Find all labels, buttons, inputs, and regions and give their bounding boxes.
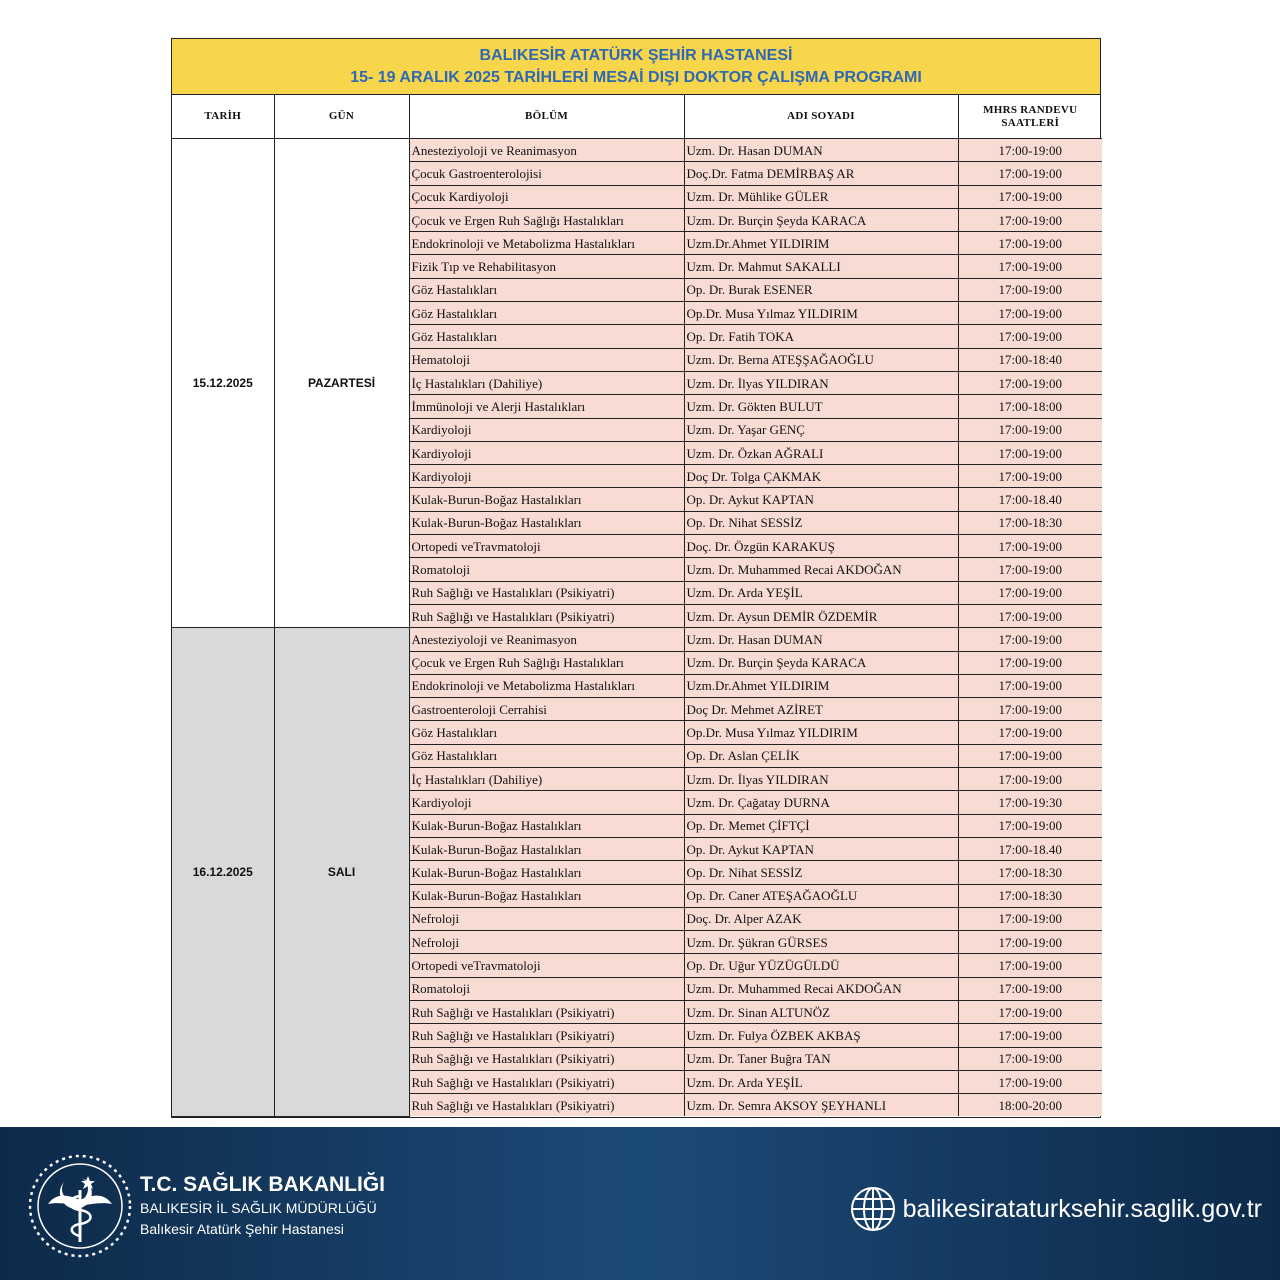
department-cell: Kulak-Burun-Boğaz Hastalıkları [409,884,684,907]
department-cell: Romatoloji [409,977,684,1000]
department-cell: Gastroenteroloji Cerrahisi [409,698,684,721]
date-cell: 16.12.2025 [172,628,274,1117]
schedule-body [172,139,1102,1117]
department-cell: Nefroloji [409,931,684,954]
doctor-name-cell: Op. Dr. Memet ÇİFTÇİ [684,814,958,837]
department-cell: Ruh Sağlığı ve Hastalıkları (Psikiyatri) [409,1000,684,1023]
ministry-title: T.C. SAĞLIK BAKANLIĞI [140,1173,385,1196]
doctor-name-cell: Uzm. Dr. Arda YEŞİL [684,581,958,604]
department-cell: Kulak-Burun-Boğaz Hastalıkları [409,861,684,884]
doctor-name-cell: Uzm. Dr. Çağatay DURNA [684,791,958,814]
appointment-time-cell: 17:00-19:00 [958,418,1102,441]
department-cell: Ruh Sağlığı ve Hastalıkları (Psikiyatri) [409,604,684,627]
doctor-name-cell: Uzm. Dr. Arda YEŞİL [684,1070,958,1093]
department-cell: Kulak-Burun-Boğaz Hastalıkları [409,837,684,860]
schedule-header [172,39,1100,95]
doctor-name-cell: Op. Dr. Caner ATEŞAĞAOĞLU [684,884,958,907]
doctor-name-cell: Uzm. Dr. Mahmut SAKALLI [684,255,958,278]
doctor-name-cell: Uzm. Dr. Hasan DUMAN [684,628,958,651]
department-cell: Çocuk Gastroenterolojisi [409,162,684,185]
doctor-name-cell: Op. Dr. Nihat SESSİZ [684,511,958,534]
ministry-emblem-icon [26,1152,134,1260]
appointment-time-cell: 17:00-18:00 [958,395,1102,418]
doctor-name-cell: Uzm. Dr. Aysun DEMİR ÖZDEMİR [684,604,958,627]
department-cell: Kardiyoloji [409,441,684,464]
doctor-name-cell: Uzm. Dr. Yaşar GENÇ [684,418,958,441]
department-cell: Ruh Sağlığı ve Hastalıkları (Psikiyatri) [409,1047,684,1070]
department-cell: Anesteziyoloji ve Reanimasyon [409,139,684,162]
appointment-time-cell: 17:00-18:30 [958,511,1102,534]
department-cell: Ortopedi veTravmatoloji [409,954,684,977]
doctor-name-cell: Uzm.Dr.Ahmet YILDIRIM [684,232,958,255]
appointment-time-cell: 17:00-18:30 [958,884,1102,907]
appointment-time-cell: 17:00-18:40 [958,348,1102,371]
department-cell: Kardiyoloji [409,791,684,814]
schedule-table [172,95,1102,1117]
appointment-time-cell: 17:00-19:00 [958,814,1102,837]
directorate-name: BALIKESİR İL SAĞLIK MÜDÜRLÜĞÜ [140,1200,377,1216]
doctor-name-cell: Uzm. Dr. İlyas YILDIRAN [684,371,958,394]
doctor-name-cell: Uzm.Dr.Ahmet YILDIRIM [684,674,958,697]
department-cell: Ortopedi veTravmatoloji [409,535,684,558]
appointment-time-cell: 17:00-19:00 [958,162,1102,185]
appointment-time-cell: 17:00-19:00 [958,302,1102,325]
appointment-time-cell: 17:00-19:00 [958,604,1102,627]
col-header-day: GÜN [274,95,409,139]
appointment-time-cell: 17:00-19:00 [958,977,1102,1000]
appointment-time-cell: 17:00-19:00 [958,1000,1102,1023]
appointment-time-cell: 17:00-19:00 [958,278,1102,301]
day-cell: SALI [274,628,409,1117]
doctor-name-cell: Doç Dr. Mehmet AZİRET [684,698,958,721]
appointment-time-cell: 17:00-19:00 [958,441,1102,464]
doctor-name-cell: Op. Dr. Burak ESENER [684,278,958,301]
doctor-name-cell: Uzm. Dr. Semra AKSOY ŞEYHANLI [684,1094,958,1117]
day-cell: PAZARTESİ [274,139,409,628]
col-header-dept: BÖLÜM [409,95,684,139]
hospital-name: Balıkesir Atatürk Şehir Hastanesi [140,1221,344,1237]
department-cell: Fizik Tıp ve Rehabilitasyon [409,255,684,278]
department-cell: Hematoloji [409,348,684,371]
col-header-name: ADI SOYADI [684,95,958,139]
website-url: balikesirataturksehir.saglik.gov.tr [902,1194,1262,1223]
footer [0,1127,1280,1280]
doctor-name-cell: Uzm. Dr. Mühlike GÜLER [684,185,958,208]
appointment-time-cell: 17:00-19:00 [958,768,1102,791]
appointment-time-cell: 17:00-19:00 [958,325,1102,348]
appointment-time-cell: 17:00-19:00 [958,651,1102,674]
appointment-time-cell: 17:00-18.40 [958,488,1102,511]
doctor-name-cell: Op.Dr. Musa Yılmaz YILDIRIM [684,721,958,744]
department-cell: Ruh Sağlığı ve Hastalıkları (Psikiyatri) [409,1070,684,1093]
appointment-time-cell: 17:00-19:00 [958,674,1102,697]
doctor-name-cell: Uzm. Dr. Burçin Şeyda KARACA [684,651,958,674]
appointment-time-cell: 17:00-19:00 [958,581,1102,604]
appointment-time-cell: 17:00-19:00 [958,1070,1102,1093]
department-cell: Göz Hastalıkları [409,302,684,325]
appointment-time-cell: 17:00-19:00 [958,628,1102,651]
appointment-time-cell: 17:00-18:30 [958,861,1102,884]
doctor-name-cell: Uzm. Dr. İlyas YILDIRAN [684,768,958,791]
doctor-name-cell: Op.Dr. Musa Yılmaz YILDIRIM [684,302,958,325]
department-cell: Göz Hastalıkları [409,278,684,301]
appointment-time-cell: 17:00-19:00 [958,535,1102,558]
doctor-name-cell: Op. Dr. Aykut KAPTAN [684,837,958,860]
appointment-time-cell: 17:00-19:00 [958,744,1102,767]
doctor-name-cell: Uzm. Dr. Sinan ALTUNÖZ [684,1000,958,1023]
department-cell: Kulak-Burun-Boğaz Hastalıkları [409,488,684,511]
doctor-name-cell: Uzm. Dr. Berna ATEŞŞAĞAOĞLU [684,348,958,371]
doctor-name-cell: Uzm. Dr. Muhammed Recai AKDOĞAN [684,558,958,581]
doctor-name-cell: Uzm. Dr. Özkan AĞRALI [684,441,958,464]
doctor-name-cell: Uzm. Dr. Taner Buğra TAN [684,1047,958,1070]
department-cell: Anesteziyoloji ve Reanimasyon [409,628,684,651]
department-cell: İç Hastalıkları (Dahiliye) [409,371,684,394]
department-cell: Endokrinoloji ve Metabolizma Hastalıkları [409,232,684,255]
appointment-time-cell: 18:00-20:00 [958,1094,1102,1117]
hospital-title: BALIKESİR ATATÜRK ŞEHİR HASTANESİ [479,46,793,64]
doctor-name-cell: Op. Dr. Fatih TOKA [684,325,958,348]
department-cell: Romatoloji [409,558,684,581]
appointment-time-cell: 17:00-19:00 [958,954,1102,977]
col-header-time: MHRS RANDEVU SAATLERİ [958,95,1102,139]
department-cell: Endokrinoloji ve Metabolizma Hastalıkları [409,674,684,697]
globe-icon [849,1185,897,1233]
doctor-name-cell: Doç Dr. Tolga ÇAKMAK [684,465,958,488]
table-row [172,139,1102,162]
appointment-time-cell: 17:00-19:00 [958,465,1102,488]
department-cell: Göz Hastalıkları [409,744,684,767]
department-cell: Kardiyoloji [409,465,684,488]
doctor-name-cell: Uzm. Dr. Muhammed Recai AKDOĞAN [684,977,958,1000]
appointment-time-cell: 17:00-19:00 [958,185,1102,208]
ministry-block [140,1172,385,1240]
program-title: 15- 19 ARALIK 2025 TARİHLERİ MESAİ DIŞI DOKTOR ÇALIŞMA PROGRAMI [350,68,922,86]
department-cell: Ruh Sağlığı ve Hastalıkları (Psikiyatri) [409,581,684,604]
appointment-time-cell: 17:00-19:00 [958,1024,1102,1047]
appointment-time-cell: 17:00-19:00 [958,139,1102,162]
doctor-name-cell: Uzm. Dr. Gökten BULUT [684,395,958,418]
appointment-time-cell: 17:00-19:00 [958,255,1102,278]
appointment-time-cell: 17:00-19:00 [958,931,1102,954]
doctor-name-cell: Uzm. Dr. Burçin Şeyda KARACA [684,208,958,231]
doctor-name-cell: Uzm. Dr. Hasan DUMAN [684,139,958,162]
department-cell: Kulak-Burun-Boğaz Hastalıkları [409,814,684,837]
department-cell: Kulak-Burun-Boğaz Hastalıkları [409,511,684,534]
doctor-name-cell: Uzm. Dr. Şükran GÜRSES [684,931,958,954]
appointment-time-cell: 17:00-19:00 [958,208,1102,231]
doctor-name-cell: Op. Dr. Uğur YÜZÜGÜLDÜ [684,954,958,977]
department-cell: İç Hastalıkları (Dahiliye) [409,768,684,791]
department-cell: Ruh Sağlığı ve Hastalıkları (Psikiyatri) [409,1094,684,1117]
department-cell: Göz Hastalıkları [409,721,684,744]
doctor-name-cell: Op. Dr. Aslan ÇELİK [684,744,958,767]
doctor-name-cell: Uzm. Dr. Fulya ÖZBEK AKBAŞ [684,1024,958,1047]
department-cell: Kardiyoloji [409,418,684,441]
table-header-row [172,95,1102,139]
table-row [172,628,1102,651]
department-cell: Nefroloji [409,907,684,930]
schedule-sheet [171,38,1101,1118]
appointment-time-cell: 17:00-19:00 [958,907,1102,930]
department-cell: Çocuk ve Ergen Ruh Sağlığı Hastalıkları [409,651,684,674]
website-link[interactable] [849,1185,1262,1233]
doctor-name-cell: Op. Dr. Nihat SESSİZ [684,861,958,884]
department-cell: Çocuk ve Ergen Ruh Sağlığı Hastalıkları [409,208,684,231]
doctor-name-cell: Doç. Dr. Özgün KARAKUŞ [684,535,958,558]
appointment-time-cell: 17:00-19:00 [958,698,1102,721]
department-cell: Çocuk Kardiyoloji [409,185,684,208]
appointment-time-cell: 17:00-19:00 [958,558,1102,581]
date-cell: 15.12.2025 [172,139,274,628]
appointment-time-cell: 17:00-18.40 [958,837,1102,860]
doctor-name-cell: Doç.Dr. Fatma DEMİRBAŞ AR [684,162,958,185]
department-cell: Ruh Sağlığı ve Hastalıkları (Psikiyatri) [409,1024,684,1047]
appointment-time-cell: 17:00-19:00 [958,232,1102,255]
appointment-time-cell: 17:00-19:00 [958,371,1102,394]
appointment-time-cell: 17:00-19:00 [958,721,1102,744]
department-cell: İmmünoloji ve Alerji Hastalıkları [409,395,684,418]
appointment-time-cell: 17:00-19:30 [958,791,1102,814]
appointment-time-cell: 17:00-19:00 [958,1047,1102,1070]
doctor-name-cell: Doç. Dr. Alper AZAK [684,907,958,930]
doctor-name-cell: Op. Dr. Aykut KAPTAN [684,488,958,511]
col-header-date: TARİH [172,95,274,139]
department-cell: Göz Hastalıkları [409,325,684,348]
